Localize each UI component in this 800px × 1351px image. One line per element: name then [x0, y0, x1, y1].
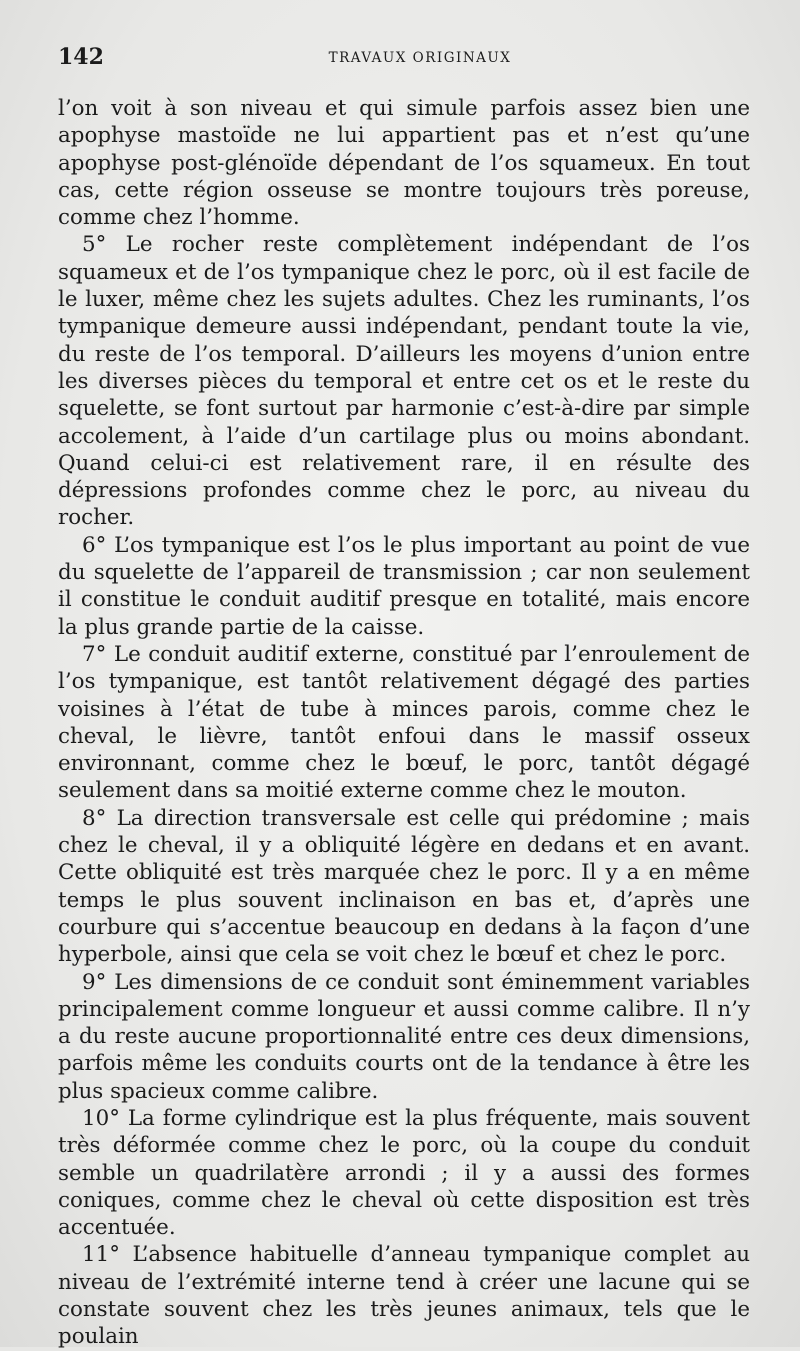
running-title: TRAVAUX ORIGINAUX	[328, 50, 512, 66]
paragraph-11: 11° L’absence habituelle d’anneau tympanique complet au niveau de l’extrémité interne tend à créer une lacune qui se constate souvent chez les très jeunes animaux, tels que le poulain	[58, 1242, 750, 1350]
paragraph-8: 8° La direction transversale est celle qui prédomine ; mais chez le cheval, il y a obliquité légère en dedans et en avant. Cette obliquité est très marquée chez le porc. Il y a en même temps le plus souvent inclinaison en bas et, d’après une courbure qui s’accentue beaucoup en dedans à la façon d’une hyperbole, ainsi que cela se voit chez le bœuf et chez le porc.	[58, 805, 750, 968]
paragraph-7: 7° Le conduit auditif externe, constitué par l’enroulement de l’os tympanique, est tantôt relativement dégagé des parties voisines à l’état de tube à minces parois, comme chez le cheval, le lièvre, tantôt enfoui dans le massif osseux environnant, comme chez le bœuf, le porc, tantôt dégagé seulement dans sa moitié externe comme chez le mouton.	[58, 641, 750, 804]
paragraph-5: 5° Le rocher reste complètement indépendant de l’os squameux et de l’os tympanique chez le porc, où il est facile de le luxer, même chez les sujets adultes. Chez les ruminants, l’os tympanique demeure aussi indépendant, pendant toute la vie, du reste de l’os temporal. D’ailleurs les moyens d’union entre les diverses pièces du temporal et entre cet os et le reste du squelette, se font surtout par harmonie c’est-à-dire par simple accolement, à l’aide d’un cartilage plus ou moins abondant. Quand celui-ci est relativement rare, il en résulte des dépressions profondes comme chez le porc, au niveau du rocher.	[58, 232, 750, 531]
paragraph-6: 6° L’os tympanique est l’os le plus important au point de vue du squelette de l’appareil de transmission ; car non seulement il constitue le conduit auditif presque en totalité, mais encore la plus grande partie de la caisse.	[58, 532, 750, 640]
paragraph-10: 10° La forme cylindrique est la plus fréquente, mais souvent très déformée comme chez le porc, où la coupe du conduit semble un quadrilatère arrondi ; il y a aussi des formes coniques, comme chez le cheval où cette disposition est très accentuée.	[58, 1105, 750, 1241]
paragraph-continuation: l’on voit à son niveau et qui simule parfois assez bien une apophyse mastoïde ne lui appartient pas et n’est qu’une apophyse post-glénoïde dépendant de l’os squameux. En tout cas, cette région osseuse se montre toujours très poreuse, comme chez l’homme.	[58, 96, 750, 231]
page-header	[58, 44, 742, 74]
paragraph-9: 9° Les dimensions de ce conduit sont éminemment variables principalement comme longueur et aussi comme calibre. Il n’y a du reste aucune proportionnalité entre ces deux dimensions, parfois même les conduits courts ont de la tendance à être les plus spacieux comme calibre.	[58, 969, 750, 1104]
body-text	[58, 95, 750, 1351]
page-number: 142	[58, 44, 104, 70]
